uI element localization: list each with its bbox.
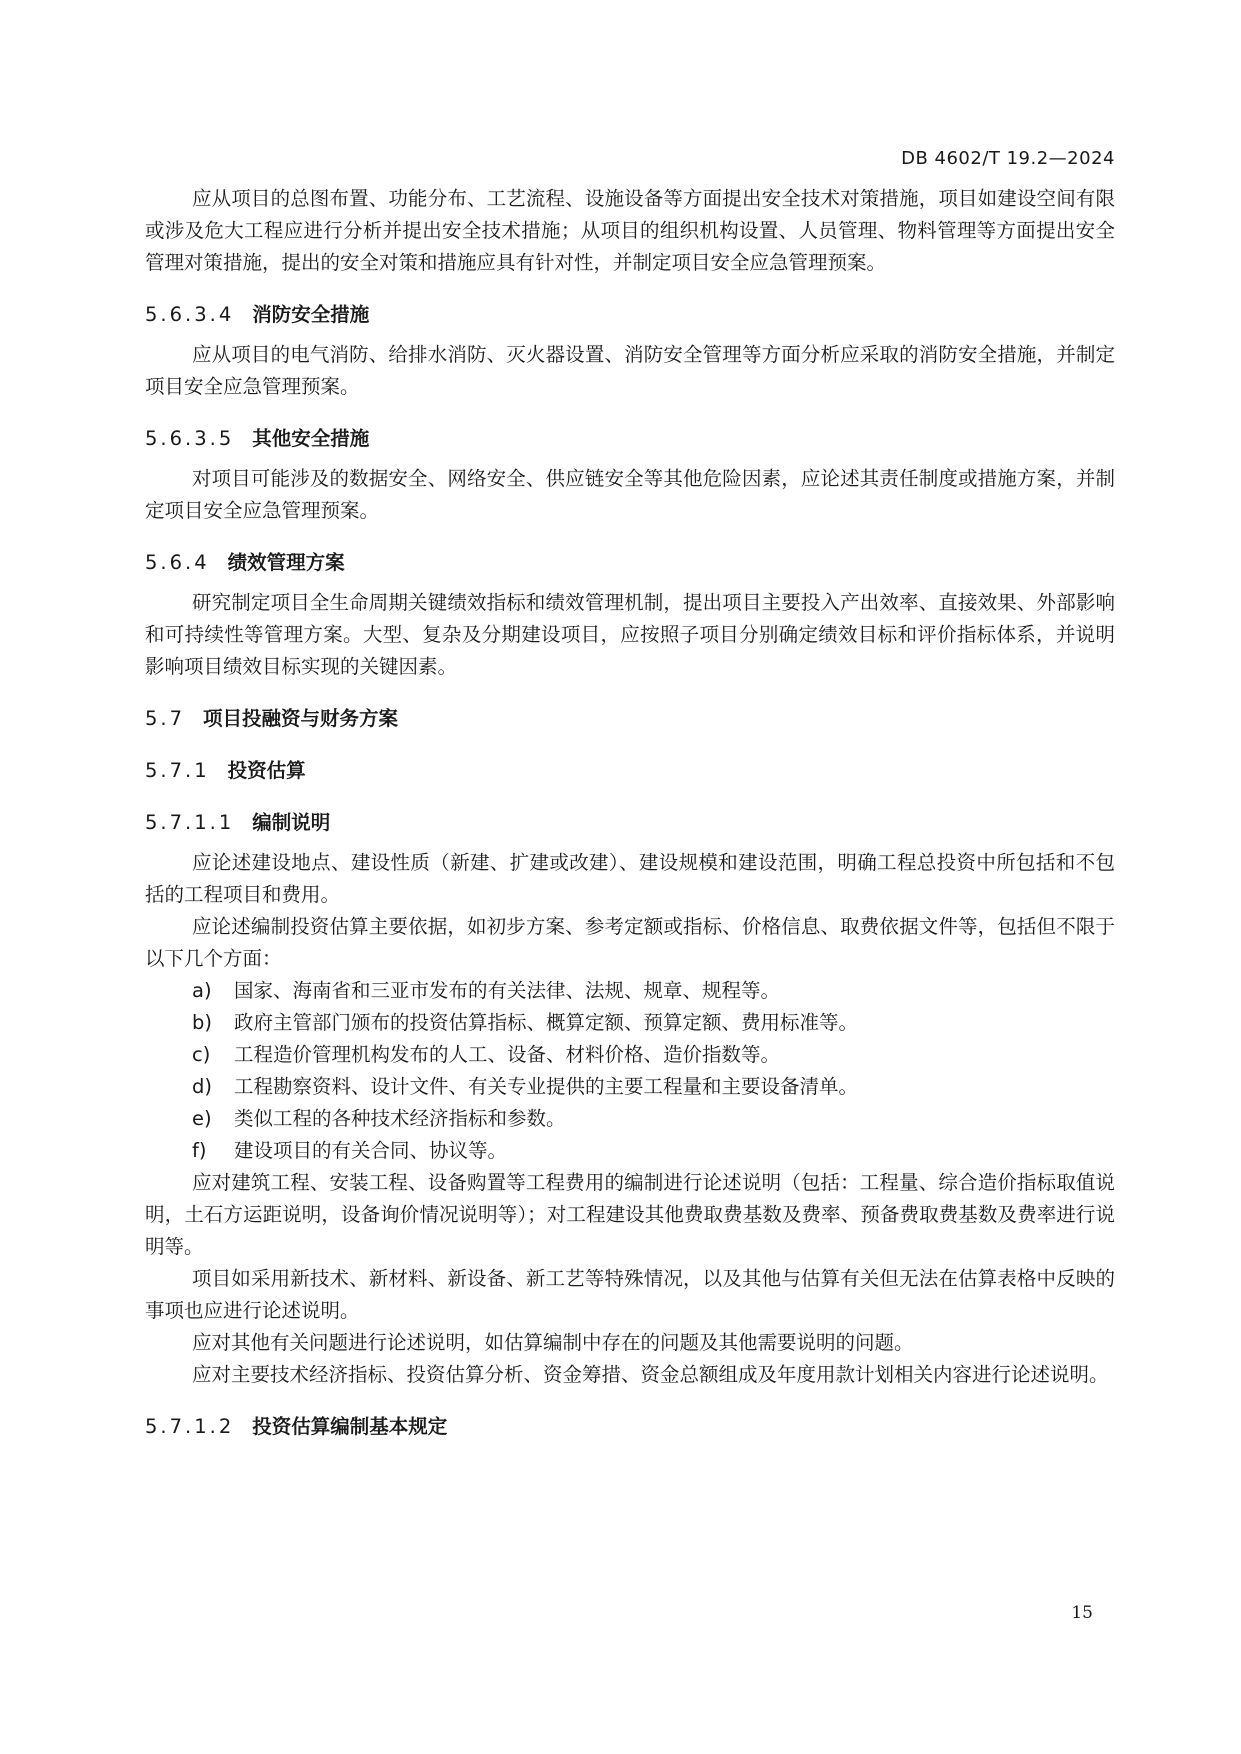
list-marker: a): [192, 979, 212, 1002]
document-code: DB 4602/T 19.2—2024: [901, 148, 1115, 169]
section-heading-5-6-4: [145, 547, 1115, 579]
list-text: 国家、海南省和三亚市发布的有关法律、法规、规章、规程等。: [234, 979, 781, 1002]
list-item: [145, 1007, 1115, 1039]
list-item: [145, 1039, 1115, 1071]
list-text: 建设项目的有关合同、协议等。: [234, 1139, 508, 1162]
list-text: 工程勘察资料、设计文件、有关专业提供的主要工程量和主要设备清单。: [234, 1075, 859, 1098]
list-item: [145, 1103, 1115, 1135]
section-heading-5-7-1-1: [145, 807, 1115, 839]
list-text: 政府主管部门颁布的投资估算指标、概算定额、预算定额、费用标准等。: [234, 1011, 859, 1034]
section-title: 消防安全措施: [252, 303, 370, 326]
list-text: 类似工程的各种技术经济指标和参数。: [234, 1107, 566, 1130]
paragraph: 应论述编制投资估算主要依据，如初步方案、参考定额或指标、价格信息、取费依据文件等，包括但不限于以下几个方面：: [145, 915, 1115, 970]
section-number: 5.6.3.4: [145, 303, 235, 326]
section-heading-5-7-1: [145, 755, 1115, 787]
list-item: [145, 1071, 1115, 1103]
section-number: 5.7.1.1: [145, 811, 235, 834]
list-item: [145, 975, 1115, 1007]
section-title: 编制说明: [252, 811, 331, 834]
list-marker: f): [192, 1139, 207, 1162]
section-number: 5.7.1: [145, 759, 210, 782]
paragraph: 对项目可能涉及的数据安全、网络安全、供应链安全等其他危险因素，应论述其责任制度或措施方案，并制定项目安全应急管理预案。: [145, 467, 1115, 522]
paragraph: 应对其他有关问题进行论述说明，如估算编制中存在的问题及其他需要说明的问题。: [192, 1331, 914, 1354]
list-item: [145, 1135, 1115, 1167]
section-title: 项目投融资与财务方案: [203, 707, 399, 730]
paragraph: 研究制定项目全生命周期关键绩效指标和绩效管理机制，提出项目主要投入产出效率、直接效果、外部影响和可持续性等管理方案。大型、复杂及分期建设项目，应按照子项目分别确定绩效目标和评价指标体系，并说明影响项目绩效目标实现的关键因素。: [145, 591, 1115, 678]
section-number: 5.6.4: [145, 551, 210, 574]
section-title: 投资估算: [227, 759, 306, 782]
section-heading-5-6-3-4: [145, 299, 1115, 331]
section-title: 绩效管理方案: [227, 551, 345, 574]
paragraph: 应从项目的电气消防、给排水消防、灭火器设置、消防安全管理等方面分析应采取的消防安全措施，并制定项目安全应急管理预案。: [145, 343, 1115, 398]
section-number: 5.7.1.2: [145, 1415, 235, 1438]
paragraph: 应论述建设地点、建设性质（新建、扩建或改建）、建设规模和建设范围，明确工程总投资中所包括和不包括的工程项目和费用。: [145, 851, 1115, 906]
section-heading-5-6-3-5: [145, 423, 1115, 455]
paragraph: 应从项目的总图布置、功能分布、工艺流程、设施设备等方面提出安全技术对策措施，项目如建设空间有限或涉及危大工程应进行分析并提出安全技术措施；从项目的组织机构设置、人员管理、物料管理等方面提出安全管理对策措施，提出的安全对策和措施应具有针对性，并制定项目安全应急管理预案。: [145, 187, 1115, 274]
list-marker: d): [192, 1075, 212, 1098]
list-text: 工程造价管理机构发布的人工、设备、材料价格、造价指数等。: [234, 1043, 781, 1066]
page-number: 15: [1071, 1603, 1093, 1623]
section-heading-5-7: [145, 703, 1115, 735]
page-body: [145, 183, 1115, 1451]
list-marker: c): [192, 1043, 211, 1066]
paragraph: 应对建筑工程、安装工程、设备购置等工程费用的编制进行论述说明（包括：工程量、综合造价指标取值说明，土石方运距说明，设备询价情况说明等）；对工程建设其他费取费基数及费率、预备费取费基数及费率进行说明等。: [145, 1171, 1115, 1258]
paragraph: 项目如采用新技术、新材料、新设备、新工艺等特殊情况，以及其他与估算有关但无法在估算表格中反映的事项也应进行论述说明。: [145, 1267, 1115, 1322]
list-marker: b): [192, 1011, 212, 1034]
section-title: 其他安全措施: [252, 427, 370, 450]
paragraph: 应对主要技术经济指标、投资估算分析、资金筹措、资金总额组成及年度用款计划相关内容进行论述说明。: [192, 1363, 1109, 1386]
section-title: 投资估算编制基本规定: [252, 1415, 448, 1438]
section-number: 5.7: [145, 707, 186, 730]
section-number: 5.6.3.5: [145, 427, 235, 450]
list-marker: e): [192, 1107, 212, 1130]
section-heading-5-7-1-2: [145, 1411, 1115, 1443]
